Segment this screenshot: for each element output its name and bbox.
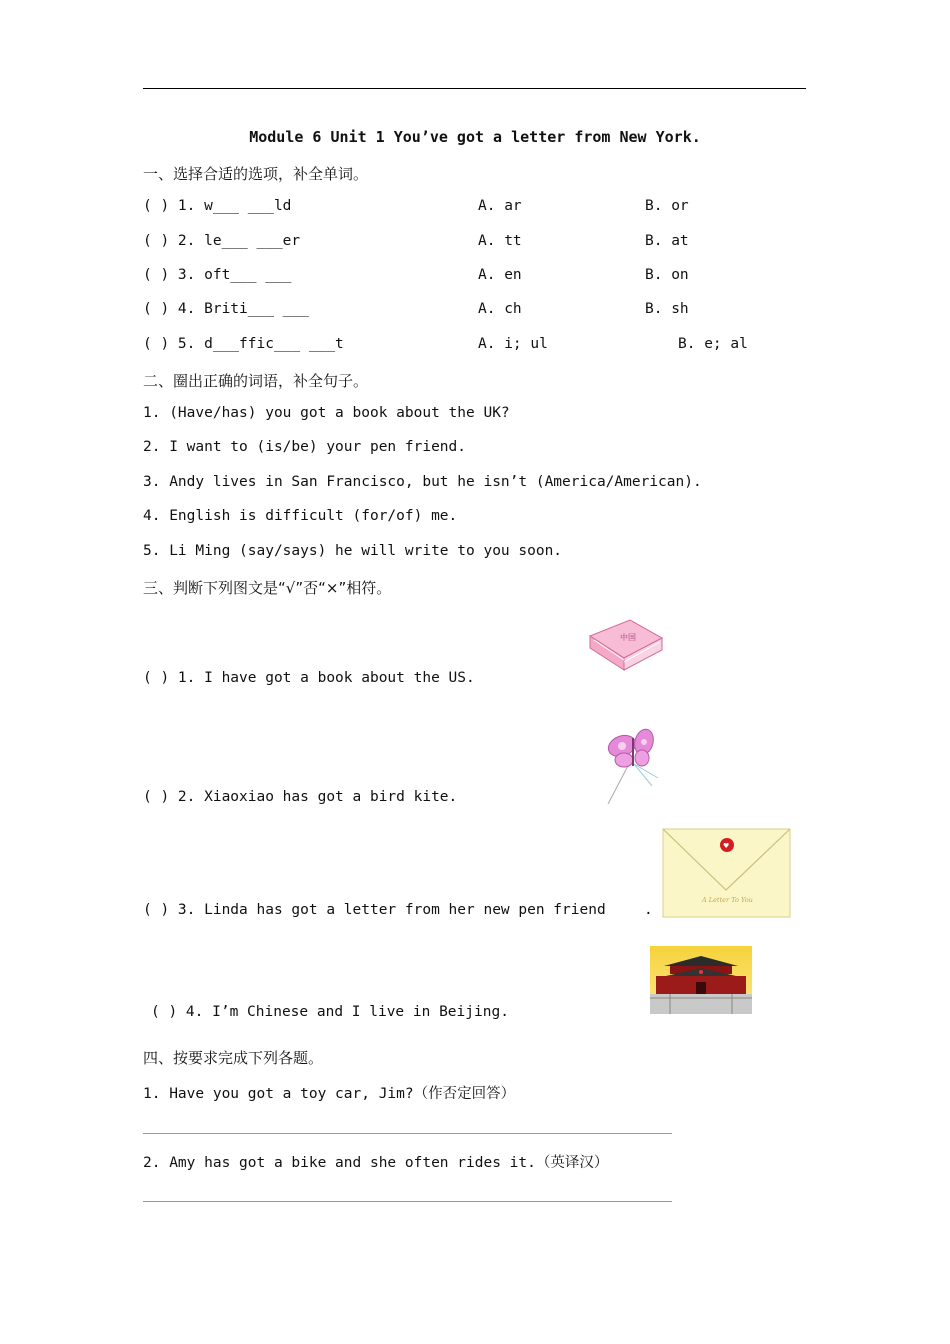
butterfly-kite-picture bbox=[600, 726, 666, 806]
s3-item-1: ( ) 1. I have got a book about the US. bbox=[143, 670, 475, 686]
s3-item-2: ( ) 2. Xiaoxiao has got a bird kite. bbox=[143, 789, 458, 805]
envelope-text: A Letter To You bbox=[702, 896, 753, 904]
s2-item-4: 4. English is difficult (for/of) me. bbox=[143, 508, 458, 524]
s1-q2-stem: ( ) 2. le___ ___er bbox=[143, 233, 301, 249]
s1-q1-option-a: A. ar bbox=[478, 198, 522, 214]
s1-q3-option-b: B. on bbox=[645, 267, 689, 283]
s2-item-5: 5. Li Ming (say/says) he will write to you soon. bbox=[143, 543, 563, 559]
tiananmen-picture bbox=[650, 946, 752, 1014]
s1-q2-option-b: B. at bbox=[645, 233, 689, 249]
envelope-picture bbox=[662, 828, 791, 918]
section-4-heading: 四、按要求完成下列各题。 bbox=[143, 1049, 324, 1067]
s2-item-3: 3. Andy lives in San Francisco, but he isn’t (America/American). bbox=[143, 474, 702, 490]
s1-q5-option-a: A. i; ul bbox=[478, 336, 548, 352]
s1-q3-stem: ( ) 3. oft___ ___ bbox=[143, 267, 292, 283]
section-1-heading: 一、选择合适的选项，补全单词。 bbox=[143, 165, 369, 183]
s4-item-1: 1. Have you got a toy car, Jim?（作否定回答） bbox=[143, 1086, 516, 1102]
s2-item-2: 2. I want to (is/be) your pen friend. bbox=[143, 439, 467, 455]
worksheet-title: Module 6 Unit 1 You’ve got a letter from New York. bbox=[249, 128, 701, 146]
s1-q4-stem: ( ) 4. Briti___ ___ bbox=[143, 301, 309, 317]
s1-q4-option-b: B. sh bbox=[645, 301, 689, 317]
s1-q5-option-b: B. e; al bbox=[678, 336, 748, 352]
section-3-heading: 三、判断下列图文是“√”否“×”相符。 bbox=[143, 579, 392, 597]
header-rule bbox=[143, 88, 806, 89]
s4-answer-line-1[interactable] bbox=[143, 1133, 672, 1134]
s4-answer-line-2[interactable] bbox=[143, 1201, 672, 1202]
svg-text:♥: ♥ bbox=[723, 842, 730, 850]
section-2-heading: 二、圈出正确的词语，补全句子。 bbox=[143, 372, 369, 390]
book-label: 中国 bbox=[620, 633, 636, 642]
s1-q3-option-a: A. en bbox=[478, 267, 522, 283]
s1-q1-option-b: B. or bbox=[645, 198, 689, 214]
s4-item-2: 2. Amy has got a bike and she often rides it.（英译汉） bbox=[143, 1155, 609, 1171]
s1-q1-stem: ( ) 1. w___ ___ld bbox=[143, 198, 292, 214]
s1-q5-stem: ( ) 5. d___ffic___ ___t bbox=[143, 336, 344, 352]
s1-q2-option-a: A. tt bbox=[478, 233, 522, 249]
s3-item-4: ( ) 4. I’m Chinese and I live in Beijing. bbox=[151, 1004, 509, 1020]
s3-item-3-period: . bbox=[644, 902, 653, 918]
s2-item-1: 1. (Have/has) you got a book about the UK? bbox=[143, 405, 510, 421]
s1-q4-option-a: A. ch bbox=[478, 301, 522, 317]
book-picture bbox=[586, 618, 666, 676]
s3-item-3: ( ) 3. Linda has got a letter from her new pen friend bbox=[143, 902, 606, 918]
